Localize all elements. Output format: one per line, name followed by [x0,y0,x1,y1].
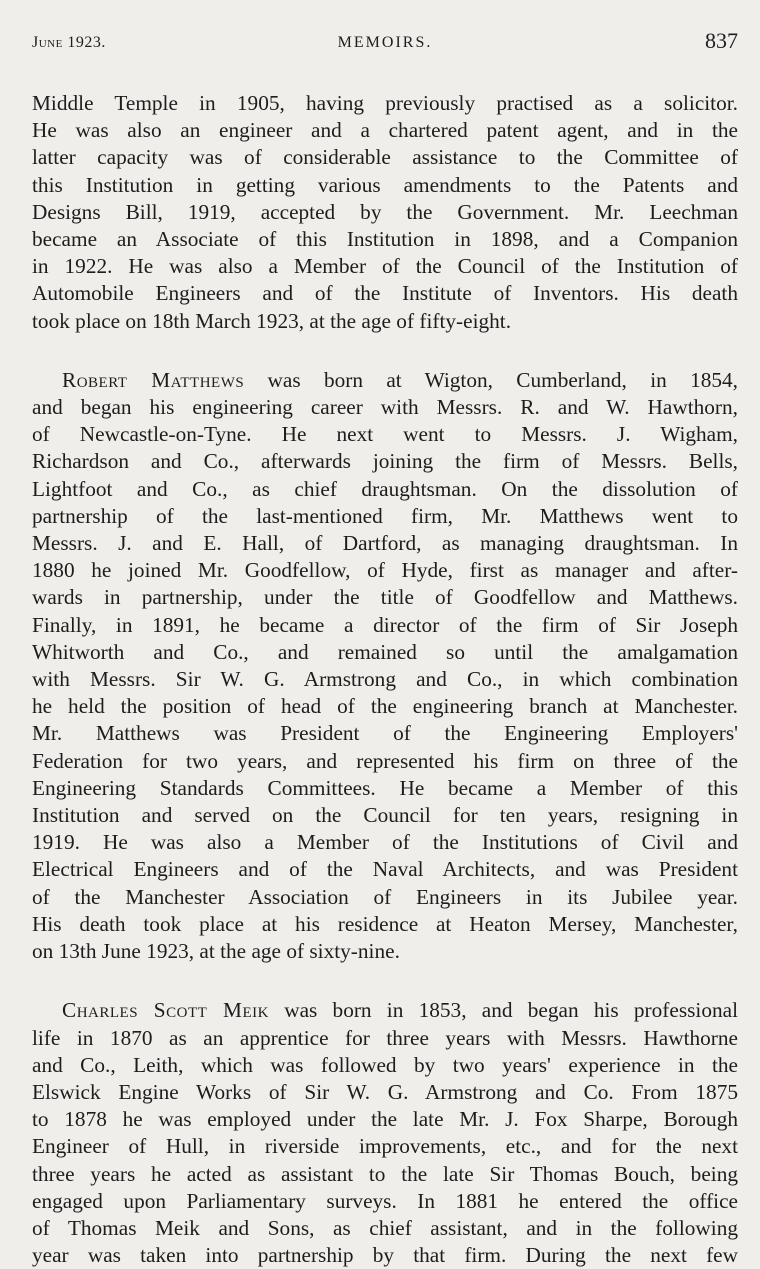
paragraph-robert-matthews [32,367,738,965]
text-line: wards in partnership, under the title of Goodfellow and Matthews. [32,585,738,610]
running-header [32,24,738,64]
page-number: 837 [705,28,738,53]
text-line: engaged upon Parliamentary surveys. In 1881 he entered the office [32,1188,738,1213]
first-line-text: was born at Wigton, Cumberland, in 1854, [267,367,738,392]
text-line: on 13th June 1923, at the age of sixty-nine. [32,939,400,964]
text-line: 1919. He was also a Member of the Institutions of Civil and [32,830,738,855]
text-line: life in 1870 as an apprentice for three years with Messrs. Hawthorne [32,1025,738,1050]
text-line: became an Associate of this Institution in 1898, and a Companion [32,227,738,252]
text-line: Lightfoot and Co., as chief draughtsman. On the dissolution of [32,476,738,501]
text-line: latter capacity was of considerable assistance to the Committee of [32,145,738,170]
text-line: Engineering Standards Committees. He became a Member of this [32,775,738,800]
text-line: Elswick Engine Works of Sir W. G. Armstrong and Co. From 1875 [32,1079,738,1104]
text-line: he held the position of head of the engineering branch at Manchester. [32,694,738,719]
text-line: Finally, in 1891, he became a director of the firm of Sir Joseph [32,612,738,637]
running-head-title: MEMOIRS. [337,34,433,51]
text-line: this Institution in getting various amendments to the Patents and [32,172,738,197]
text-line: Richardson and Co., afterwards joining the firm of Messrs. Bells, [32,449,738,474]
paragraph-first-line [32,367,738,394]
memoir-name: Robert Matthews [62,367,245,392]
paragraph-first-line [32,997,738,1024]
text-line: year was taken into partnership by that firm. During the next few [32,1243,738,1268]
text-line: Electrical Engineers and of the Naval Architects, and was President [32,857,738,882]
text-line: Automobile Engineers and of the Institute of Inventors. His death [32,281,738,306]
text-line: and began his engineering career with Messrs. R. and W. Hawthorn, [32,395,738,420]
text-line: Designs Bill, 1919, accepted by the Government. Mr. Leechman [32,199,738,224]
text-line: Whitworth and Co., and remained so until the amalgamation [32,639,738,664]
text-line: Middle Temple in 1905, having previously practised as a solicitor. [32,91,738,115]
running-head-date: June 1923. [32,34,106,51]
text-line: with Messrs. Sir W. G. Armstrong and Co., in which combination [32,667,738,692]
text-line: partnership of the last-mentioned firm, Mr. Matthews went to [32,503,738,528]
text-line: of the Manchester Association of Engineers in its Jubilee year. [32,884,738,909]
memoir-name: Charles Scott Meik [62,998,269,1023]
text-line: Engineer of Hull, in riverside improvements, etc., and for the next [32,1134,738,1159]
text-line: of Thomas Meik and Sons, as chief assistant, and in the following [32,1215,738,1240]
paragraph-leechman-ending [32,90,738,335]
document-page [32,24,738,1269]
text-line: of Newcastle-on-Tyne. He next went to Messrs. J. Wigham, [32,422,738,447]
text-line: Federation for two years, and represented his firm on three of the [32,748,738,773]
text-line: and Co., Leith, which was followed by two years' experience in the [32,1052,738,1077]
text-line: three years he acted as assistant to the late Sir Thomas Bouch, being [32,1161,738,1186]
text-line: to 1878 he was employed under the late Mr. J. Fox Sharpe, Borough [32,1107,738,1132]
text-line: He was also an engineer and a chartered patent agent, and in the [32,118,738,143]
text-line: Mr. Matthews was President of the Engineering Employers' [32,721,738,746]
paragraph-charles-scott-meik [32,997,738,1269]
text-line: Messrs. J. and E. Hall, of Dartford, as managing draughtsman. In [32,531,738,556]
text-line: 1880 he joined Mr. Goodfellow, of Hyde, first as manager and after- [32,558,738,583]
first-line-text: was born in 1853, and began his professional [284,998,738,1023]
text-line: His death took place at his residence at Heaton Mersey, Manchester, [32,911,738,936]
text-line: Institution and served on the Council for ten years, resigning in [32,803,738,828]
text-line: in 1922. He was also a Member of the Council of the Institution of [32,254,738,279]
text-line: took place on 18th March 1923, at the age of fifty-eight. [32,308,512,333]
